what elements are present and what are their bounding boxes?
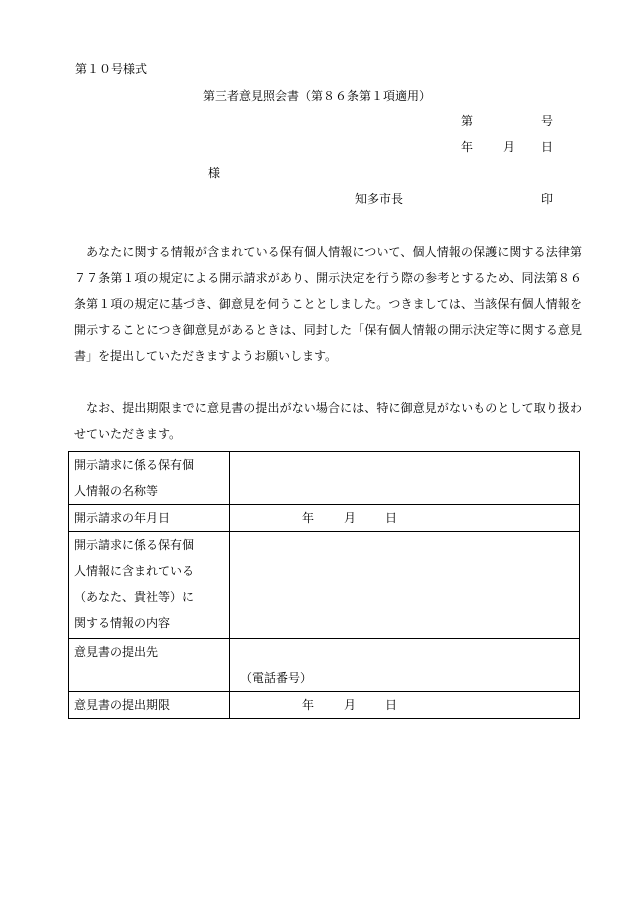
document-title: 第三者意見照会書（第８６条第１項適用） <box>203 89 432 103</box>
request-year-unit: 年 <box>302 511 315 525</box>
label-line: 意見書の提出期限 <box>74 698 171 712</box>
table-label-cell <box>69 505 230 532</box>
label-line: 人情報の名称等 <box>74 484 159 498</box>
addressee-suffix: 様 <box>208 166 221 180</box>
label-line: 関する情報の内容 <box>74 616 171 630</box>
request-day-unit: 日 <box>385 511 398 525</box>
phone-number-label: （電話番号） <box>240 671 313 685</box>
label-line: 開示請求に係る保有個 <box>74 538 195 552</box>
reference-go: 号 <box>541 114 554 128</box>
deadline-year-unit: 年 <box>302 698 315 712</box>
deadline-day-unit: 日 <box>385 698 398 712</box>
date-year: 年 <box>461 140 474 154</box>
request-month-unit: 月 <box>344 511 357 525</box>
sender-name: 知多市長 <box>355 192 404 206</box>
table-label-cell <box>69 639 230 692</box>
table-row <box>69 505 580 532</box>
information-table <box>68 451 580 719</box>
table-label-cell <box>69 452 230 505</box>
date-day: 日 <box>541 140 554 154</box>
request-date-value-cell <box>230 505 580 532</box>
body-paragraph-2: なお、提出期限までに意見書の提出がない場合には、特に御意見がないものとして取り扱わせていただきます。 <box>74 401 582 441</box>
form-number: 第１０号様式 <box>75 62 148 76</box>
label-line: 開示請求に係る保有個 <box>74 458 195 472</box>
body-paragraph-1: あなたに関する情報が含まれている保有個人情報について、個人情報の保護に関する法律第７７条第１項の規定による開示請求があり、開示決定を行う際の参考とするため、同法第８６条第１項の規定に基づき、御意見を伺うこととしました。つきましては、当該保有個人情報を開示することにつき御意見があるときは、同封した「保有個人情報の開示決定等に関する意見書」を提出していただきますようお願いします。 <box>74 245 582 363</box>
date-month: 月 <box>503 140 516 154</box>
table-label-cell <box>69 692 230 719</box>
table-label-cell <box>69 532 230 639</box>
info-name-value-cell <box>230 452 580 505</box>
info-content-value-cell <box>230 532 580 639</box>
table-row <box>69 692 580 719</box>
deadline-date-value-cell <box>230 692 580 719</box>
seal-mark: 印 <box>541 192 554 206</box>
label-line: 意見書の提出先 <box>74 645 159 659</box>
table-row <box>69 639 580 692</box>
deadline-month-unit: 月 <box>344 698 357 712</box>
table-row <box>69 532 580 639</box>
submission-address-value-cell <box>230 639 580 692</box>
label-line: 人情報に含まれている <box>74 564 195 578</box>
reference-dai: 第 <box>461 114 474 128</box>
table-row <box>69 452 580 505</box>
label-line: 開示請求の年月日 <box>74 511 171 525</box>
label-line: （あなた、貴社等）に <box>74 590 195 604</box>
